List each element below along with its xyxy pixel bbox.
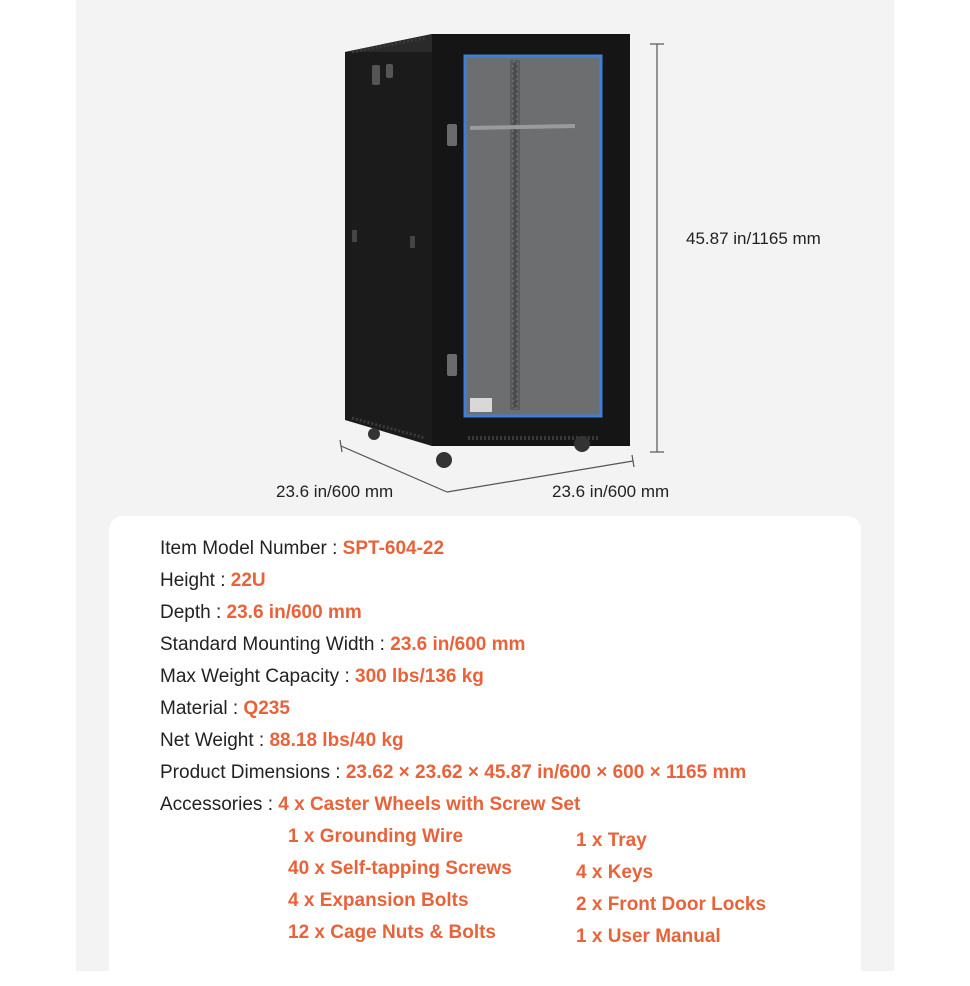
spec-accessories: Accessories : 4 x Caster Wheels with Screw Set [160, 794, 581, 815]
spec-depth: Depth : 23.6 in/600 mm [160, 602, 362, 623]
side-lock-icon [372, 65, 380, 85]
width-dimension-label: 23.6 in/600 mm [552, 482, 670, 501]
spec-model-number: Item Model Number : SPT-604-22 [160, 538, 445, 559]
accessory-item: 4 x Expansion Bolts [288, 890, 469, 911]
accessory-item: 4 x Keys [576, 862, 654, 883]
height-dimension-label: 45.87 in/1165 mm [686, 229, 821, 248]
spec-height: Height : 22U [160, 570, 266, 591]
accessory-item: 1 x Tray [576, 830, 647, 851]
caster-wheel-left-icon [368, 428, 380, 440]
caster-wheel-front-right-icon [574, 436, 590, 452]
cabinet-side-panel [345, 34, 432, 446]
accessory-item: 12 x Cage Nuts & Bolts [288, 922, 496, 943]
accessory-item: 2 x Front Door Locks [576, 894, 767, 915]
accessory-item: 1 x Grounding Wire [288, 826, 464, 847]
accessory-item: 1 x User Manual [576, 926, 721, 947]
accessory-item: 40 x Self-tapping Screws [288, 858, 512, 879]
door-lock-bottom-icon [447, 354, 457, 376]
spec-net-weight: Net Weight : 88.18 lbs/40 kg [160, 730, 404, 751]
spec-product-dimensions: Product Dimensions : 23.62 × 23.62 × 45.87 in/600 × 600 × 1165 mm [160, 762, 747, 783]
door-lock-top-icon [447, 124, 457, 146]
spec-material: Material : Q235 [160, 698, 290, 719]
spec-mounting-width: Standard Mounting Width : 23.6 in/600 mm [160, 634, 526, 655]
caster-wheel-front-left-icon [436, 452, 452, 468]
glass-door [465, 56, 601, 416]
spec-max-weight: Max Weight Capacity : 300 lbs/136 kg [160, 666, 484, 687]
depth-dimension-label: 23.6 in/600 mm [276, 482, 394, 501]
